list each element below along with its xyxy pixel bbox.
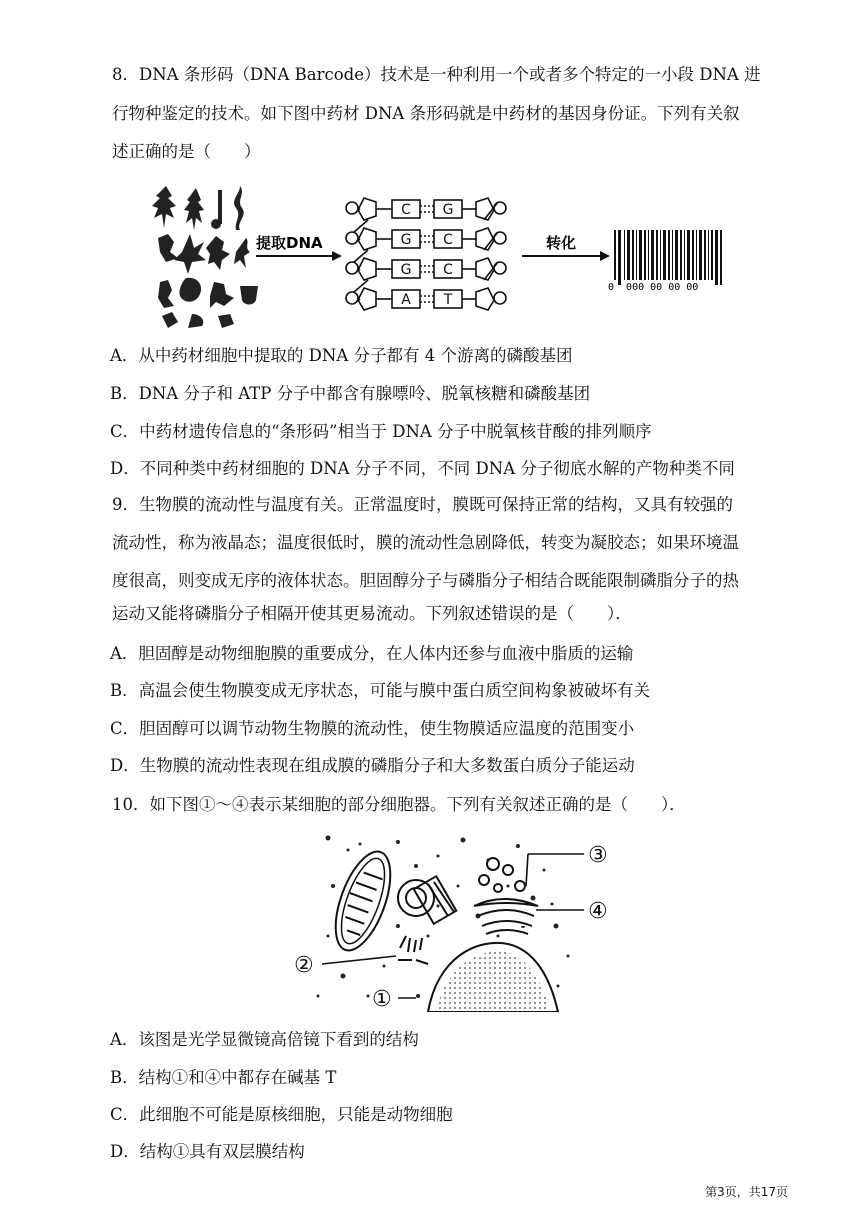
herb-illustrations [152, 186, 258, 328]
base-right-1: G [442, 202, 454, 218]
q8-option-c[interactable]: C．中药材遗传信息的“条形码”相当于 DNA 分子中脱氧核苷酸的排列顺序 [110, 422, 652, 441]
q8-stem-line-1: 8．DNA 条形码（DNA Barcode）技术是一种利用一个或者多个特定的一小段 DNA 进 [112, 65, 761, 84]
q10-option-b[interactable]: B．结构①和④中都存在碱基 T [110, 1068, 337, 1087]
base-right-3: C [443, 262, 453, 278]
extract-dna-label: 提取DNA [256, 234, 323, 252]
centriole [398, 876, 456, 964]
base-right-4: T [443, 292, 453, 308]
q10-stem-line-1: 10．如下图①～④表示某细胞的部分细胞器。下列有关叙述正确的是（ ）． [112, 795, 686, 814]
q9-option-b[interactable]: B．高温会使生物膜变成无序状态，可能与膜中蛋白质空间构象被破坏有关 [110, 681, 651, 700]
q9-stem-line-4: 运动又能将磷脂分子相隔开使其更易流动。下列叙述错误的是（ ）． [112, 604, 632, 623]
extract-dna-arrow [256, 234, 342, 261]
q10-option-c[interactable]: C．此细胞不可能是原核细胞，只能是动物细胞 [110, 1105, 453, 1124]
q9-option-a[interactable]: A．胆固醇是动物细胞膜的重要成分，在人体内还参与血液中脂质的运输 [110, 644, 634, 663]
base-right-2: C [443, 232, 453, 248]
nucleus [428, 943, 558, 1012]
q8-option-a[interactable]: A．从中药材细胞中提取的 DNA 分子都有 4 个游离的磷酸基团 [110, 346, 573, 365]
label-1: ① [372, 987, 392, 1012]
q9-option-d[interactable]: D．生物膜的流动性表现在组成膜的磷脂分子和大多数蛋白质分子能运动 [110, 756, 635, 775]
label-4: ④ [588, 899, 608, 924]
base-left-4: A [401, 292, 411, 308]
q9-option-c[interactable]: C．胆固醇可以调节动物生物膜的流动性，使生物膜适应温度的范围变小 [110, 719, 635, 738]
mitochondrion [325, 845, 402, 958]
barcode-digits: 0 000 00 00 00 [608, 282, 699, 293]
dna-double-strand [346, 198, 506, 310]
q8-option-d[interactable]: D．不同种类中药材细胞的 DNA 分子不同，不同 DNA 分子彻底水解的产物种类不同 [110, 459, 735, 478]
convert-arrow [522, 234, 610, 261]
q8-stem-line-3: 述正确的是（ ） [112, 142, 261, 161]
barcode-icon [614, 230, 722, 285]
convert-label: 转化 [546, 234, 577, 252]
base-left-1: C [401, 202, 411, 218]
q9-stem-line-3: 度很高，则变成无序的液体状态。胆固醇分子与磷脂分子相结合既能限制磷脂分子的热 [112, 571, 739, 590]
page-number: 第3页，共17页 [705, 1185, 788, 1199]
cell-organelle-figure [288, 826, 628, 1012]
q10-option-d[interactable]: D．结构①具有双层膜结构 [110, 1142, 305, 1161]
base-left-3: G [400, 262, 412, 278]
label-3: ③ [588, 843, 608, 868]
q8-stem-line-2: 行物种鉴定的技术。如下图中药材 DNA 条形码就是中药材的基因身份证。下列有关叙 [112, 104, 740, 123]
q10-option-a[interactable]: A．该图是光学显微镜高倍镜下看到的结构 [110, 1030, 419, 1049]
q8-option-b[interactable]: B．DNA 分子和 ATP 分子中都含有腺嘌呤、脱氧核糖和磷酸基团 [110, 384, 591, 403]
base-left-2: G [400, 232, 412, 248]
q9-stem-line-2: 流动性，称为液晶态；温度很低时，膜的流动性急剧降低，转变为凝胶态；如果环境温 [112, 533, 739, 552]
q9-stem-line-1: 9．生物膜的流动性与温度有关。正常温度时，膜既可保持正常的结构，又具有较强的 [112, 495, 733, 514]
dna-barcode-figure [140, 178, 740, 328]
golgi-apparatus [474, 858, 538, 934]
label-2: ② [294, 953, 314, 978]
